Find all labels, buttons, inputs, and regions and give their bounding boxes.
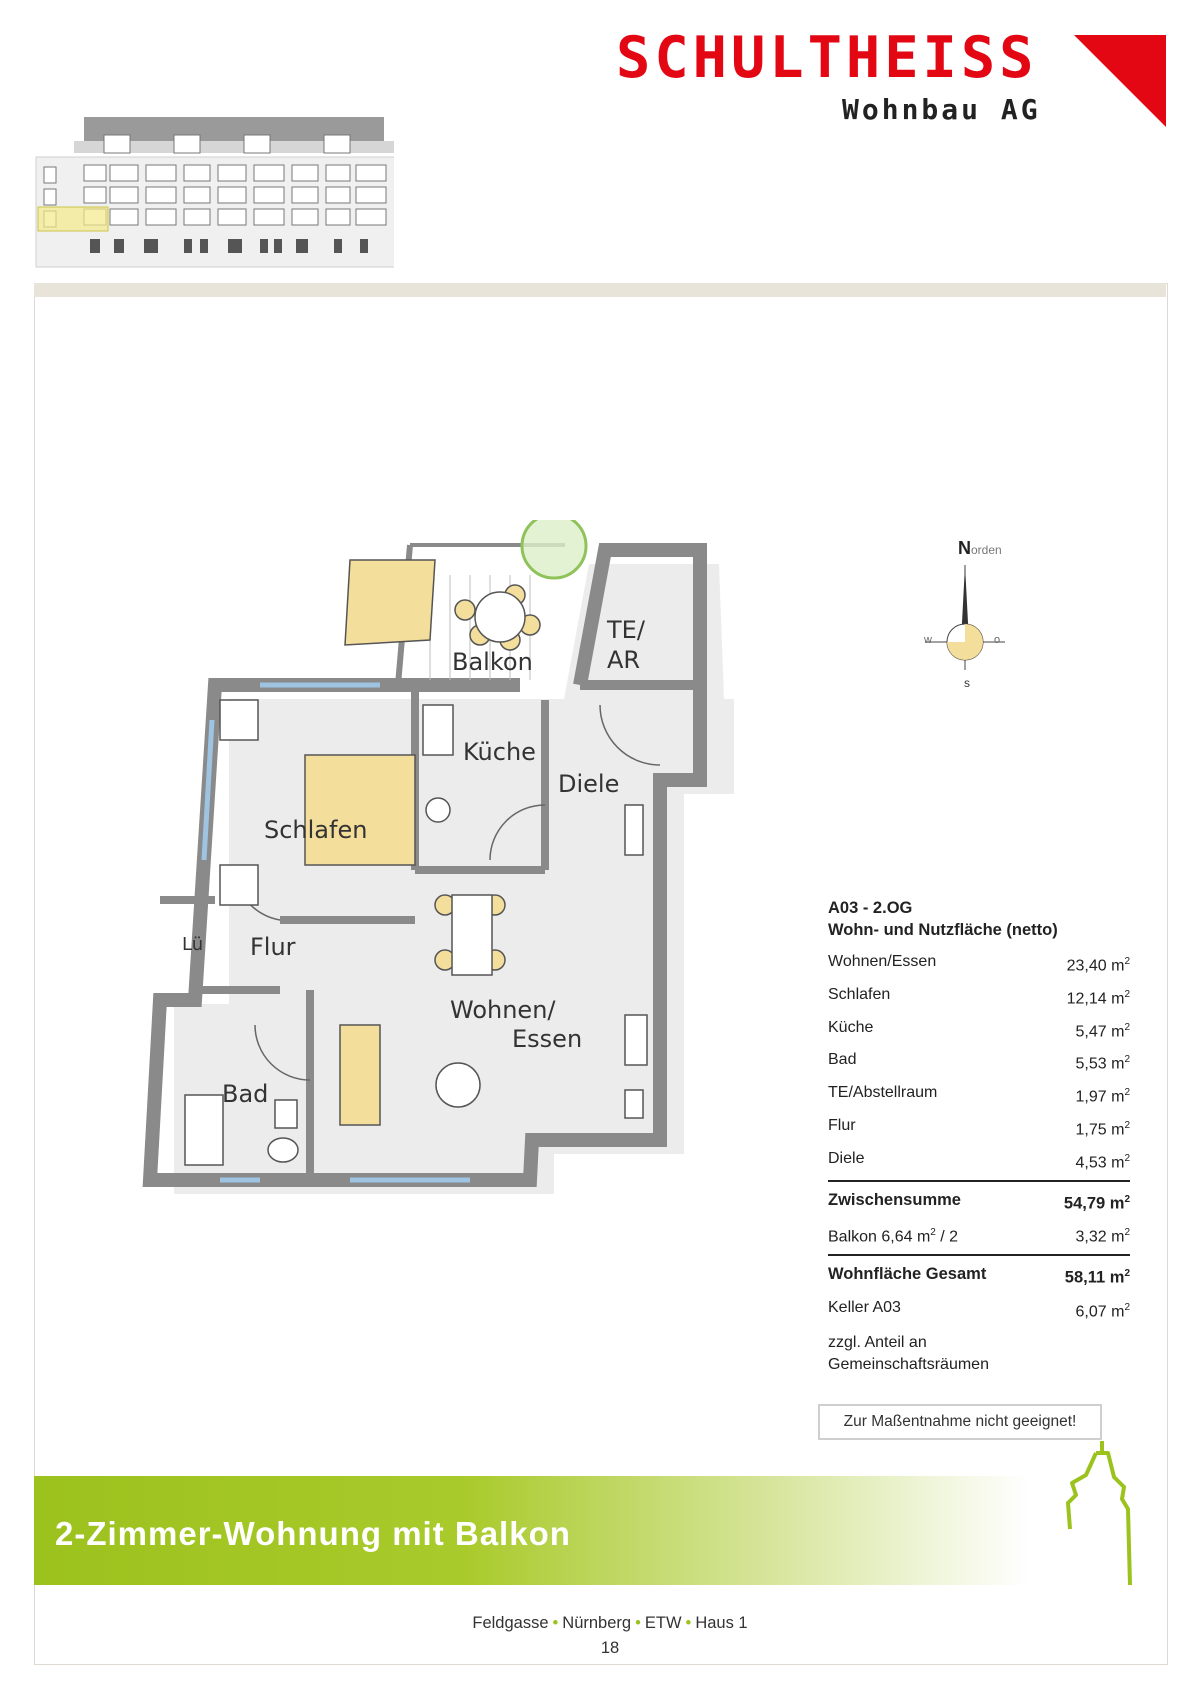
room-label-balkon: Balkon xyxy=(452,648,533,676)
room-label-essen: Essen xyxy=(512,1025,583,1053)
compass-north-label: Norden xyxy=(958,538,1002,558)
compass-east-label: o xyxy=(994,634,1001,646)
room-label-ar: AR xyxy=(607,646,641,674)
brand-name: SCHULTHEISS xyxy=(616,25,1038,91)
note-line-2: Gemeinschaftsräumen xyxy=(828,1356,989,1374)
unit-title: A03 - 2.OG xyxy=(828,899,913,917)
area-row: Bad 5,53 $m^2$ xyxy=(828,1051,1130,1073)
brand-triangle-icon xyxy=(1074,35,1166,127)
balcony-row: Balkon 6,64 $m^2 / 2$ 3,32 $m^2$ xyxy=(828,1227,1130,1246)
area-row: Diele 4,53 $m^2$ xyxy=(828,1149,1130,1172)
keller-row: Keller A03 6,07 $m^2$ xyxy=(828,1298,1130,1320)
top-strip xyxy=(34,283,1166,297)
room-label-wohnen: Wohnen/ xyxy=(450,996,556,1024)
compass-west-label: w xyxy=(924,634,932,646)
room-label-lue: Lü xyxy=(182,934,204,955)
page-number: 18 xyxy=(600,1639,620,1657)
note-line-1: zzgl. Anteil an xyxy=(828,1334,927,1352)
area-table xyxy=(828,897,1130,1376)
brand-sub: Wohnbau AG xyxy=(842,93,1041,126)
building-facade-thumbnail xyxy=(34,115,394,275)
divider xyxy=(828,1254,1130,1256)
room-label-diele: Diele xyxy=(558,770,620,798)
room-label-kueche: Küche xyxy=(463,738,536,766)
subtotal-row: Zwischensumme 54,79 $m^2$ xyxy=(828,1190,1130,1213)
room-label-flur: Flur xyxy=(250,933,296,961)
area-row: Schlafen 12,14 $m^2$ xyxy=(828,985,1130,1008)
divider xyxy=(828,1180,1130,1182)
area-row: Küche 5,47 $m^2$ xyxy=(828,1018,1130,1040)
area-row: TE/Abstellraum 1,97 $m^2$ xyxy=(828,1084,1130,1106)
room-label-schlafen: Schlafen xyxy=(264,816,368,844)
unit-subtitle: Wohn- und Nutzfläche (netto) xyxy=(828,921,1058,939)
room-label-te: TE/ xyxy=(607,616,645,644)
measurement-notice: Zur Maßentnahme nicht geeignet! xyxy=(818,1404,1102,1440)
floor-plan xyxy=(140,520,800,1290)
area-row: Wohnen/Essen 23,40 $m^2$ xyxy=(828,953,1130,975)
banner-title: 2-Zimmer-Wohnung mit Balkon xyxy=(55,1515,571,1552)
room-label-bad: Bad xyxy=(222,1080,269,1108)
total-row: Wohnfläche Gesamt 58,11 $m^2$ xyxy=(828,1265,1130,1287)
tower-outline-icon xyxy=(1062,1437,1142,1587)
compass-south-label: s xyxy=(964,676,970,690)
footer-address: Feldgasse • Nürnberg • ETW • Haus 1 xyxy=(472,1614,748,1632)
area-row: Flur 1,75 $m^2$ xyxy=(828,1117,1130,1139)
